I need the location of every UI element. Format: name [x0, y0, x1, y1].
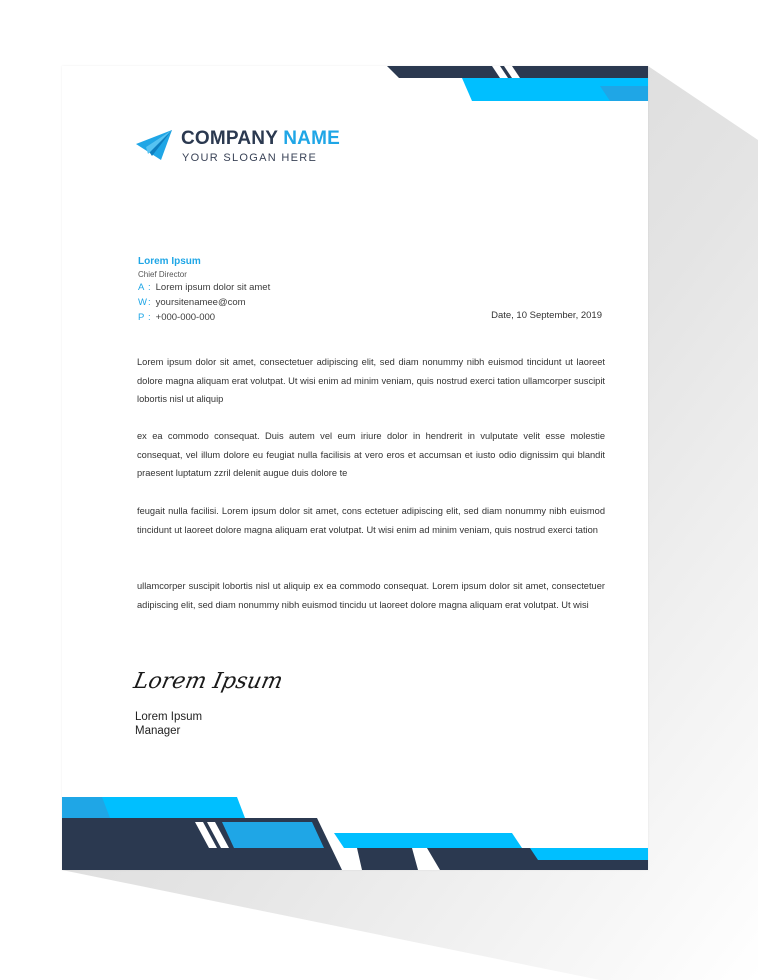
company-name-main: COMPANY: [181, 128, 278, 149]
body-paragraph-2: ex ea commodo consequat. Duis autem vel eum iriure dolor in hendrerit in vulputate velit esse molestie consequat, vel illum dolore eu feugiat nulla facilisis at vero eros et accumsan et iusto odio dignissim qui blandit praesent luptatum zzril delenit augue duis dolore te: [137, 431, 605, 478]
phone-label: P: [138, 312, 145, 323]
signatory-title: Manager: [135, 725, 181, 737]
address-label: A: [138, 282, 145, 293]
bottom-navy-mid: [357, 848, 418, 870]
phone-line: P : +000-000-000: [138, 312, 216, 323]
address-line: A : Lorem ipsum dolor sit amet: [138, 282, 271, 293]
paper-plane-icon: [136, 130, 172, 160]
bottom-blue-strip: [530, 848, 648, 860]
letter-date: Date, 10 September, 2019: [491, 310, 602, 321]
bottom-blue-mid: [222, 822, 324, 848]
bottom-blue-right: [334, 833, 522, 848]
website-value: yoursitenamee@com: [155, 297, 246, 308]
bottom-blue-left-dark: [62, 797, 110, 818]
company-slogan: YOUR SLOGAN HERE: [182, 152, 318, 164]
company-name-accent: NAME: [283, 128, 340, 149]
signature: Lorem Ipsum: [131, 669, 286, 694]
body-paragraph-1: Lorem ipsum dolor sit amet, consectetuer adipiscing elit, sed diam nonummy nibh euismod tincidunt ut laoreet dolore magna aliquam erat volutpat. Ut wisi enim ad minim veniam, quis nostrud exerci tation ullamcorper suscipit lobortis nisl ut aliquip: [137, 357, 605, 404]
phone-value: +000-000-000: [155, 312, 216, 323]
letterhead-page: [62, 66, 648, 870]
body-paragraph-3: feugait nulla facilisi. Lorem ipsum dolor sit amet, cons ectetuer adipiscing elit, sed diam nonummy nibh euismod tincidunt ut laoreet dolore magna aliquam erat volutpat. Ut wisi enim ad minim veniam, quis nostrud exerci tation: [137, 506, 605, 535]
company-name: [181, 128, 340, 150]
signatory-name: Lorem Ipsum: [135, 711, 203, 723]
website-label: W: [138, 297, 147, 308]
sender-name: Lorem Ipsum: [138, 256, 201, 267]
address-value: Lorem ipsum dolor sit amet: [155, 282, 271, 293]
website-line: W: yoursitenamee@com: [138, 297, 246, 308]
body-paragraph-4: ullamcorper suscipit lobortis nisl ut aliquip ex ea commodo consequat. Lorem ipsum dolor sit amet, consectetuer adipiscing elit, sed diam nonummy nibh euismod tincidu ut laoreet dolore magna aliquam erat volutpat. Ut wisi: [137, 581, 605, 610]
sender-role: Chief Director: [138, 270, 187, 279]
